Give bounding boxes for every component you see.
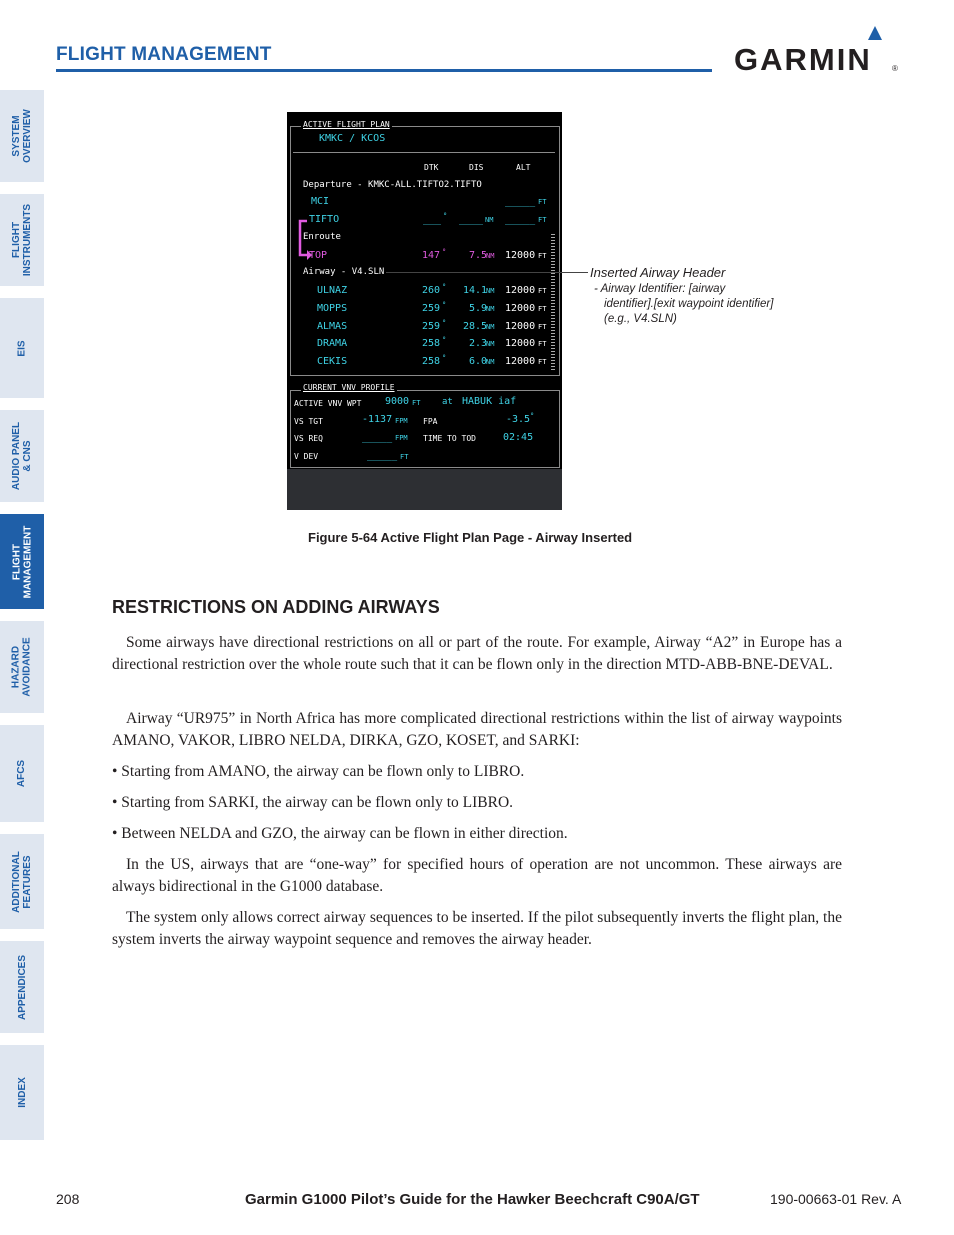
garmin-logo [734, 26, 900, 76]
dtk-almas: 259 [422, 321, 441, 332]
wpt-drama[interactable]: DRAMA [317, 338, 348, 349]
tab-flight-management[interactable] [0, 514, 44, 609]
alt-tifto: _____ [505, 214, 536, 225]
tab-appendices[interactable] [0, 941, 44, 1033]
tab-label: ADDITIONAL FEATURES [11, 850, 34, 913]
dtk-mopps: 259 [422, 303, 441, 314]
bullet-item: • Starting from AMANO, the airway can be flown only to LIBRO. [112, 763, 525, 780]
vdev-unit: FT [400, 453, 409, 461]
tab-label: FLIGHT INSTRUMENTS [11, 203, 34, 277]
dis-unit-drama: NM [486, 340, 495, 348]
page-number: 208 [56, 1191, 80, 1207]
afp-legend: ACTIVE FLIGHT PLAN [303, 120, 390, 129]
alt-ulnaz: 12000 [505, 285, 536, 296]
fpa-unit: ° [530, 412, 535, 420]
vnv-active-label: ACTIVE VNV WPT [294, 399, 362, 408]
callout-desc-line: (e.g., V4.SLN) [604, 313, 677, 325]
dis-unit-almas: NM [486, 323, 495, 331]
callout-desc-line: identifier].[exit waypoint identifier] [604, 298, 774, 310]
vdev-label: V DEV [294, 452, 319, 461]
dis-unit-tifto: NM [485, 216, 494, 224]
alt-unit-almas: FT [538, 323, 547, 331]
alt-almas: 12000 [505, 321, 536, 332]
callout-desc-line: - Airway Identifier: [airway [594, 283, 726, 295]
tab-label: AUDIO PANEL & CNS [11, 421, 33, 491]
ttod-label: TIME TO TOD [423, 434, 476, 443]
vnv-active-wpt: HABUK iaf [462, 396, 517, 407]
departure-header: Departure - KMKC-ALL.TIFTO2.TIFTO [303, 180, 482, 190]
dis-top: 7.5 [469, 250, 488, 261]
dis-cekis: 6.0 [469, 356, 488, 367]
logo-triangle-icon [868, 26, 882, 40]
vs-req-value: _____ [362, 432, 393, 443]
alt-unit-cekis: FT [538, 358, 547, 366]
wpt-mopps[interactable]: MOPPS [317, 303, 348, 314]
paragraph: The system only allows correct airway sequences to be inserted. If the pilot subsequently inverts the flight plan, the system inverts the airway waypoint sequence and removes the airway header. [112, 909, 842, 949]
dtk-unit-cekis: ° [442, 354, 447, 362]
vs-req-unit: FPM [395, 434, 408, 442]
tab-label: SYSTEM OVERVIEW [11, 109, 33, 163]
vnv-active-alt: 9000 [385, 396, 410, 407]
dis-unit-cekis: NM [486, 358, 495, 366]
alt-drama: 12000 [505, 338, 536, 349]
bullet-item: • Between NELDA and GZO, the airway can be flown in either direction. [112, 825, 568, 842]
flight-plan-scrollbar[interactable] [551, 234, 555, 370]
tab-label: FLIGHT MANAGEMENT [11, 525, 33, 598]
bullet-item: • Starting from SARKI, the airway can be flown only to LIBRO. [112, 794, 514, 811]
dis-ulnaz: 14.1 [463, 285, 488, 296]
header-rule [56, 69, 712, 72]
wpt-ulnaz[interactable]: ULNAZ [317, 285, 348, 296]
tab-hazard-avoidance[interactable] [0, 621, 44, 713]
dis-unit-top: NM [486, 252, 495, 260]
route-divider [293, 152, 555, 153]
alt-unit-mci: FT [538, 198, 547, 206]
alt-unit-drama: FT [538, 340, 547, 348]
fpa-value: -3.5 [506, 414, 531, 425]
dtk-unit-top: ° [442, 248, 447, 256]
col-dtk: DTK [424, 163, 439, 172]
alt-top: 12000 [505, 250, 536, 261]
tab-label: APPENDICES [16, 954, 28, 1020]
dis-drama: 2.3 [469, 338, 488, 349]
tab-label: HAZARD AVOIDANCE [11, 637, 34, 697]
alt-unit-mopps: FT [538, 305, 547, 313]
footer-title: Garmin G1000 Pilot’s Guide for the Hawker Beechcraft C90A/GT [245, 1191, 700, 1208]
alt-unit-ulnaz: FT [538, 287, 547, 295]
airway-header[interactable]: Airway - V4.SLN [303, 267, 385, 277]
dis-unit-ulnaz: NM [486, 287, 495, 295]
wpt-tifto[interactable]: TIFTO [309, 214, 340, 225]
logo-text: GARMIN [734, 42, 872, 77]
alt-cekis: 12000 [505, 356, 536, 367]
vs-req-label: VS REQ [294, 434, 323, 443]
tab-afcs[interactable] [0, 725, 44, 822]
vs-tgt-value: -1137 [362, 414, 393, 425]
alt-unit-top: FT [538, 252, 547, 260]
wpt-top[interactable]: TOP [309, 250, 328, 261]
col-dis: DIS [469, 163, 484, 172]
tab-system-overview[interactable] [0, 90, 44, 182]
section-title: FLIGHT MANAGEMENT [56, 44, 272, 65]
col-alt: ALT [516, 163, 531, 172]
screen-display [287, 112, 562, 469]
logo-registered-mark: ® [892, 64, 898, 73]
vdev-value: _____ [367, 450, 398, 461]
vnv-at: at [442, 397, 453, 407]
alt-mopps: 12000 [505, 303, 536, 314]
paragraph: Airway “UR975” in North Africa has more complicated directional restrictions within the list of airway waypoints AMANO, VAKOR, LIBRO NELDA, DIRKA, GZO, KOSET, and SARKI: [112, 710, 842, 750]
tab-flight-instruments[interactable] [0, 194, 44, 286]
footer-doc-number: 190-00663-01 Rev. A [770, 1191, 902, 1207]
callout-title: Inserted Airway Header [590, 265, 726, 280]
figure-caption: Figure 5-64 Active Flight Plan Page - Airway Inserted [308, 530, 633, 545]
paragraph: In the US, airways that are “one-way” for specified hours of operation are not uncommon. These airways are always bidirectional in the G1000 database. [112, 856, 842, 896]
paragraph: Some airways have directional restrictions on all or part of the route. For example, Airway “A2” in Europe has a directional restriction over the whole route such that it can be flown only in the direction MTD-ABB-BNE-DEVAL. [112, 634, 842, 674]
enroute-header: Enroute [303, 232, 341, 242]
vnv-legend: CURRENT VNV PROFILE [303, 383, 395, 392]
alt-unit-tifto: FT [538, 216, 547, 224]
dtk-ulnaz: 260 [422, 285, 441, 296]
tab-label: EIS [16, 339, 28, 357]
tab-label: AFCS [16, 759, 28, 788]
tab-index[interactable] [0, 1045, 44, 1140]
tab-label: INDEX [16, 1077, 28, 1108]
active-flight-plan-screen [287, 112, 562, 510]
vs-tgt-unit: FPM [395, 417, 408, 425]
dtk-unit-ulnaz: ° [442, 283, 447, 291]
dis-tifto: ____ [459, 214, 484, 225]
route-label: KMKC / KCOS [319, 133, 386, 144]
dtk-tifto: ___ [423, 214, 442, 225]
dtk-drama: 258 [422, 338, 441, 349]
dis-mopps: 5.9 [469, 303, 488, 314]
tab-audio-panel-cns[interactable] [0, 410, 44, 502]
dtk-unit-almas: ° [442, 319, 447, 327]
fpa-label: FPA [423, 417, 438, 426]
wpt-cekis[interactable]: CEKIS [317, 356, 348, 367]
dis-unit-mopps: NM [486, 305, 495, 313]
dtk-unit-drama: ° [442, 336, 447, 344]
tab-additional-features[interactable] [0, 834, 44, 929]
dtk-top: 147 [422, 250, 441, 261]
vs-tgt-label: VS TGT [294, 417, 323, 426]
alt-mci: _____ [505, 196, 536, 207]
dtk-unit-tifto: ° [443, 212, 448, 220]
dtk-cekis: 258 [422, 356, 441, 367]
section-heading: RESTRICTIONS ON ADDING AIRWAYS [112, 597, 440, 617]
wpt-almas[interactable]: ALMAS [317, 321, 348, 332]
wpt-mci[interactable]: MCI [311, 196, 330, 207]
callout-description [594, 282, 804, 327]
tab-eis[interactable] [0, 298, 44, 398]
vnv-active-alt-unit: FT [412, 399, 421, 407]
dtk-unit-mopps: ° [442, 301, 447, 309]
ttod-value: 02:45 [503, 432, 534, 443]
dis-almas: 28.5 [463, 321, 488, 332]
callout-leader-line [386, 272, 588, 273]
